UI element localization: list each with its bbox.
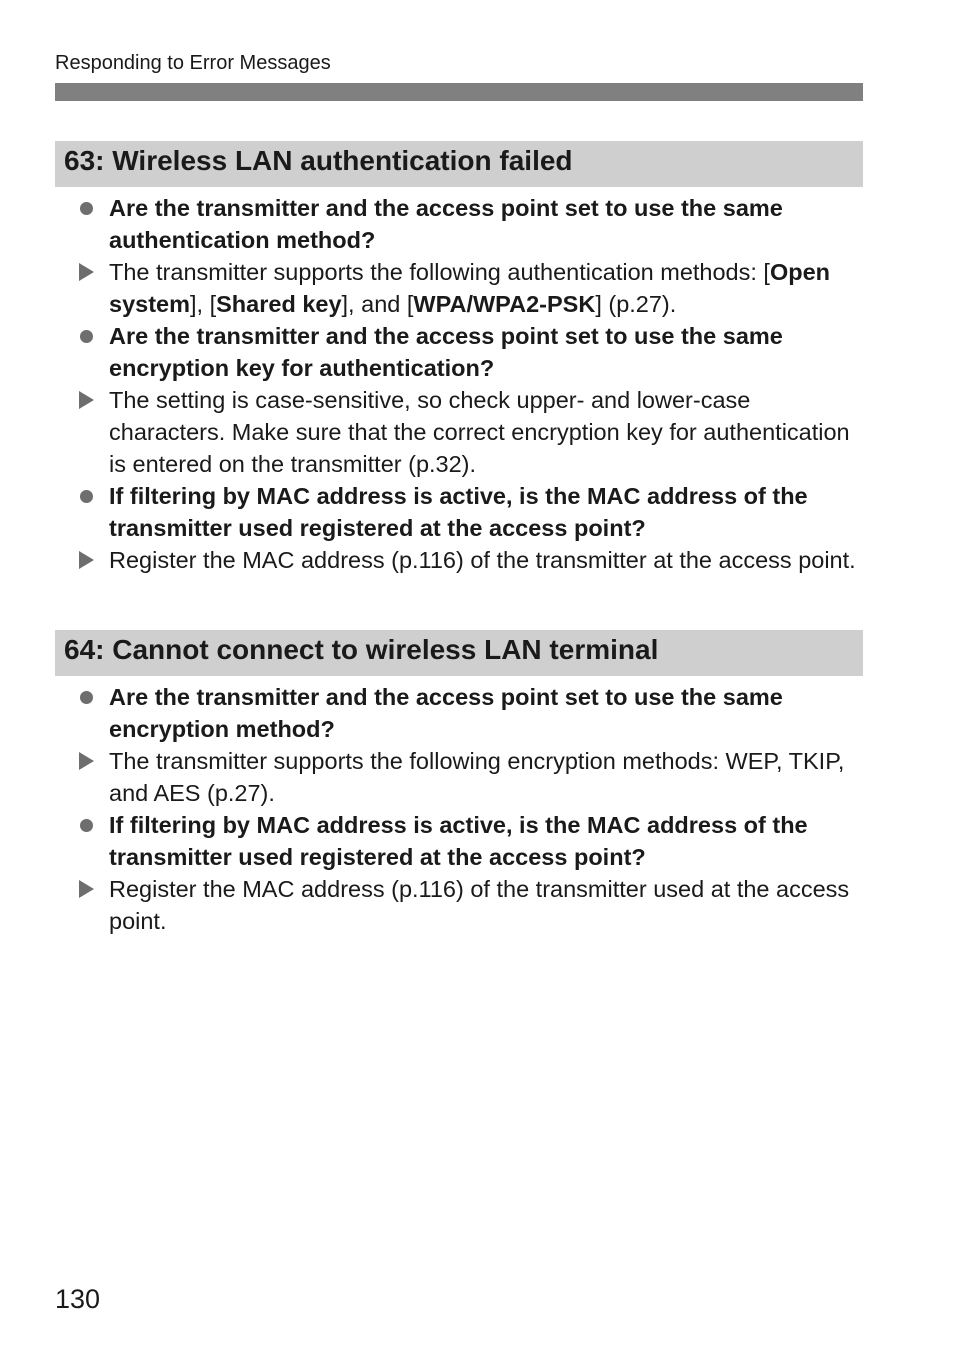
page-number: 130 [55,1284,101,1314]
question-text: Are the transmitter and the access point set to use the same encryption method? [109,684,783,742]
header-rule [55,83,863,101]
section-title: 64: Cannot connect to wireless LAN terminal [55,630,863,676]
question-text: If filtering by MAC address is active, is the MAC address of the transmitter used registered at the access point? [109,812,808,870]
question-item [55,681,863,745]
answer-text: The transmitter supports the following authentication methods: [Open system], [Shared key], and [WPA/WPA2-PSK] (p.27). [109,259,831,317]
answer-text: Register the MAC address (p.116) of the transmitter used at the access point. [109,876,850,934]
answer-item [55,384,863,480]
section-title: 63: Wireless LAN authentication failed [55,141,863,187]
question-item [55,320,863,384]
menu-option-open-system: Open system [109,259,831,317]
question-text: Are the transmitter and the access point set to use the same authentication method? [109,195,783,253]
answer-text: Register the MAC address (p.116) of the transmitter at the access point. [109,547,856,573]
bullet-dot-icon [79,480,95,512]
question-item [55,480,863,544]
answer-item [55,873,863,937]
bullet-dot-icon [79,320,95,352]
bullet-dot-icon [79,681,95,713]
bullet-dot-icon [79,192,95,224]
question-item [55,809,863,873]
triangle-arrow-icon [79,256,95,288]
checklist [55,192,863,576]
triangle-arrow-icon [79,544,95,576]
triangle-arrow-icon [79,745,95,777]
question-text: If filtering by MAC address is active, is the MAC address of the transmitter used registered at the access point? [109,483,808,541]
answer-item [55,745,863,809]
question-item [55,192,863,256]
section-63 [55,141,863,576]
answer-item [55,544,863,576]
section-64 [55,630,863,937]
question-text: Are the transmitter and the access point set to use the same encryption key for authentication? [109,323,783,381]
menu-option-wpa-psk: WPA/WPA2-PSK [413,291,596,317]
answer-text: The setting is case-sensitive, so check upper- and lower-case characters. Make sure that the correct encryption key for authentication is entered on the transmitter (p.32). [109,387,850,477]
menu-option-shared-key: Shared key [216,291,342,317]
bullet-dot-icon [79,809,95,841]
triangle-arrow-icon [79,873,95,905]
triangle-arrow-icon [79,384,95,416]
running-header: Responding to Error Messages [55,52,331,74]
answer-text: The transmitter supports the following encryption methods: WEP, TKIP, and AES (p.27). [109,748,845,806]
checklist [55,681,863,937]
answer-item [55,256,863,320]
